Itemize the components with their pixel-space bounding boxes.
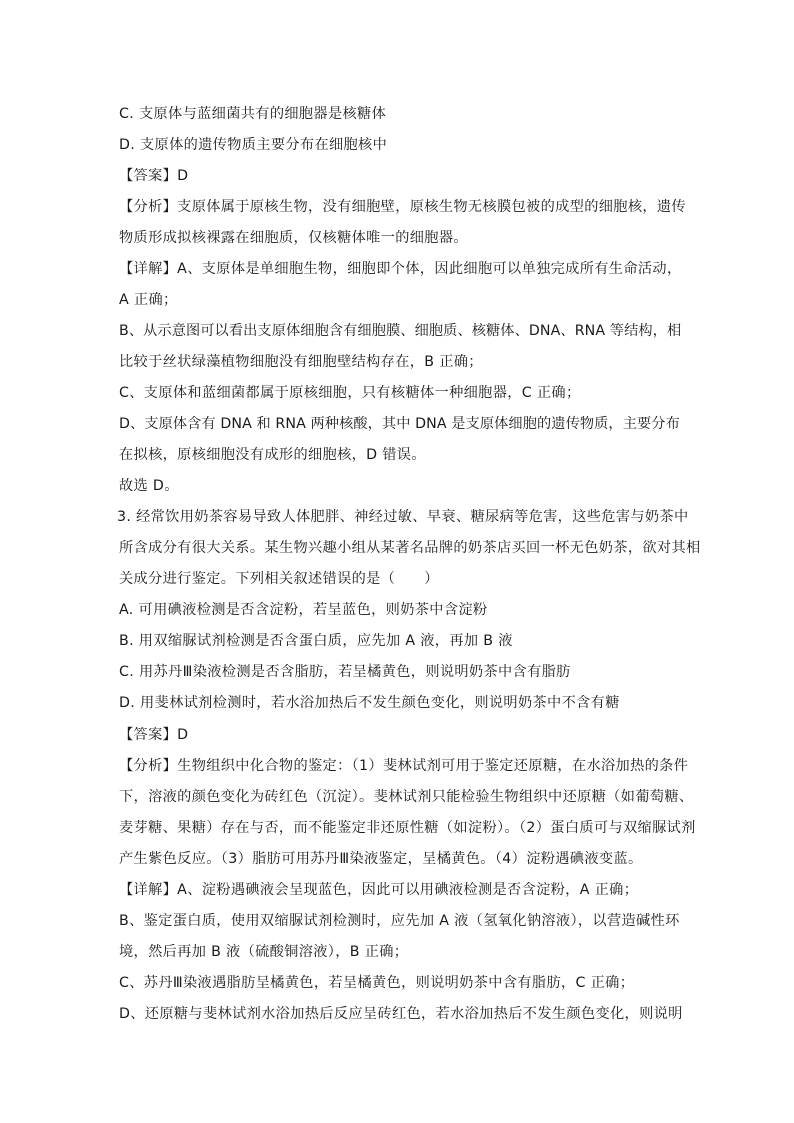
choice-line: 故选 D。 <box>119 478 179 494</box>
explanation-line: B、鉴定蛋白质，使用双缩脲试剂检测时，应先加 A 液（氢氧化钠溶液），以营造碱性环 <box>119 913 680 929</box>
analysis-line: 物质形成拟核裸露在细胞质，仅核糖体唯一的细胞器。 <box>119 230 468 246</box>
explanation-line: B、从示意图可以看出支原体细胞含有细胞膜、细胞质、核糖体、DNA、RNA 等结构，相 <box>119 323 682 339</box>
answer-line: 【答案】D <box>119 727 189 743</box>
question-stem-line: 所含成分有很大关系。某生物兴趣小组从某著名品牌的奶茶店买回一杯无色奶茶，欲对其相 <box>119 540 701 556</box>
explanation-line: 在拟核，原核细胞没有成形的细胞核，D 错误。 <box>119 447 426 463</box>
option-c-line: C. 用苏丹Ⅲ染液检测是否含脂肪，若呈橘黄色，则说明奶茶中含有脂肪 <box>119 664 571 680</box>
option-b-line: B. 用双缩脲试剂检测是否含蛋白质，应先加 A 液，再加 B 液 <box>119 633 513 649</box>
explanation-line: C、支原体和蓝细菌都属于原核细胞，只有核糖体一种细胞器，C 正确； <box>119 385 581 401</box>
explanation-line: 比较于丝状绿藻植物细胞没有细胞壁结构存在，B 正确； <box>119 354 483 370</box>
explanation-line: C、苏丹Ⅲ染液遇脂肪呈橘黄色，若呈橘黄色，则说明奶茶中含有脂肪，C 正确； <box>119 975 635 991</box>
option-d-line: D. 用斐林试剂检测时，若水浴加热后不发生颜色变化，则说明奶茶中不含有糖 <box>119 695 620 711</box>
analysis-line: 【分析】生物组织中化合物的鉴定：（1）斐林试剂可用于鉴定还原糖，在水浴加热的条件 <box>119 758 689 774</box>
option-a-line: A. 可用碘液检测是否含淀粉，若呈蓝色，则奶茶中含淀粉 <box>119 602 488 618</box>
analysis-line: 产生紫色反应。（3）脂肪可用苏丹Ⅲ染液鉴定，呈橘黄色。（4）淀粉遇碘液变蓝。 <box>119 851 643 867</box>
option-d-line: D. 支原体的遗传物质主要分布在细胞核中 <box>119 137 388 153</box>
option-c-line: C. 支原体与蓝细菌共有的细胞器是核糖体 <box>119 106 387 122</box>
explanation-line: 【详解】A、支原体是单细胞生物，细胞即个体，因此细胞可以单独完成所有生命活动， <box>119 261 682 277</box>
analysis-line: 下，溶液的颜色变化为砖红色（沉淀）。斐林试剂只能检验生物组织中还原糖（如葡萄糖、 <box>119 789 694 805</box>
answer-line: 【答案】D <box>119 168 189 184</box>
explanation-line: 境，然后再加 B 液（硫酸铜溶液），B 正确； <box>119 944 409 960</box>
explanation-line: 【详解】A、淀粉遇碘液会呈现蓝色，因此可以用碘液检测是否含淀粉，A 正确； <box>119 882 639 898</box>
question-stem-line: 3. 经常饮用奶茶容易导致人体肥胖、神经过敏、早衰、糖尿病等危害，这些危害与奶茶中 <box>117 509 689 525</box>
explanation-line: D、还原糖与斐林试剂水浴加热后反应呈砖红色，若水浴加热后不发生颜色变化，则说明 <box>119 1006 683 1022</box>
question-stem-line: 关成分进行鉴定。下列相关叙述错误的是（ ） <box>119 571 439 587</box>
explanation-line: A 正确； <box>119 292 178 308</box>
analysis-line: 【分析】支原体属于原核生物，没有细胞壁，原核生物无核膜包被的成型的细胞核，遗传 <box>119 199 686 215</box>
analysis-line: 麦芽糖、果糖）存在与否，而不能鉴定非还原性糖（如淀粉）。（2）蛋白质可与双缩脲试剂 <box>119 820 696 836</box>
explanation-line: D、支原体含有 DNA 和 RNA 两种核酸，其中 DNA 是支原体细胞的遗传物质，主要分布 <box>119 416 680 432</box>
